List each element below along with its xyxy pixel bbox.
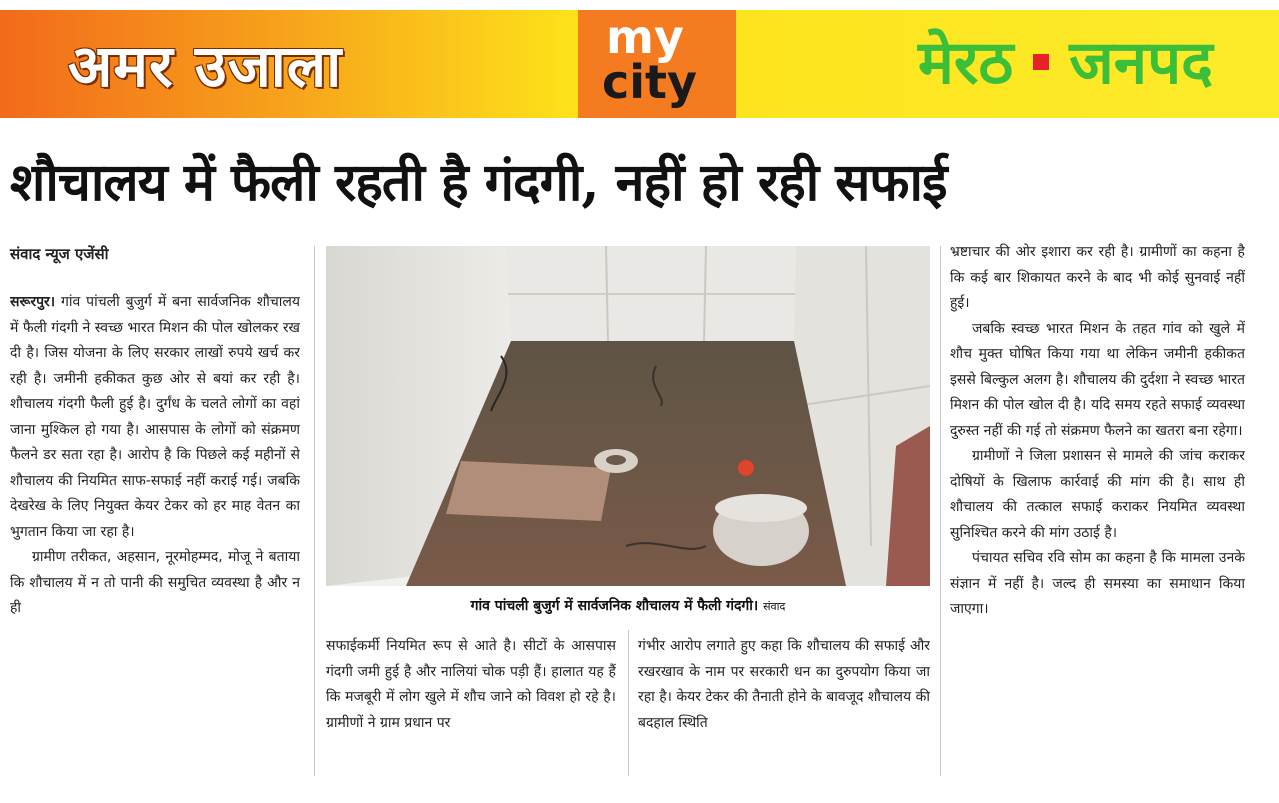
column-rule [628, 630, 629, 776]
mycity-logo [578, 10, 736, 118]
column-4-para-4: पंचायत सचिव रवि सोम का कहना है कि मामला उनके संज्ञान में नहीं है। जल्द ही समस्या का समाधान किया जाएगा। [950, 550, 1245, 617]
paragraph-2: ग्रामीण तरीकत, अहसान, नूरमोहम्मद, मोजू ने बताया कि शौचालय में न तो पानी की समुचित व्यवस्था है और न ही [10, 549, 300, 616]
article-column-1 [10, 290, 300, 770]
dateline: सरूरपुर। [10, 294, 56, 310]
article-column-2 [326, 634, 616, 774]
article-headline: शौचालय में फैली रहती है गंदगी, नहीं हो रही सफाई [10, 152, 947, 213]
article-column-3 [638, 634, 930, 774]
column-4-para-2: जबकि स्वच्छ भारत मिशन के तहत गांव को खुले में शौच मुक्त घोषित किया गया था लेकिन जमीनी हकीकत इससे बिल्कुल अलग है। शौचालय की दुर्दशा ने स्वच्छ भारत मिशन की पोल खोल दी है। यदि समय रहते सफाई व्यवस्था दुरुस्त नहीं की गई तो संक्रमण फैलने का खतरा बना रहेगा। [950, 320, 1245, 439]
column-3-text: गंभीर आरोप लगाते हुए कहा कि शौचालय की सफाई और रखरखाव के नाम पर सरकारी धन का दुरुपयोग किया जा रहा है। केयर टेकर की तैनाती होने के बावजूद शौचालय की बदहाल स्थिति [638, 638, 930, 731]
column-4-para-3: ग्रामीणों ने जिला प्रशासन से मामले की जांच कराकर दोषियों के खिलाफ कार्रवाई की मांग की है। साथ ही शौचालय की तत्काल सफाई कराकर नियमित व्यवस्था सुनिश्चित करने की मांग उठाई है। [950, 448, 1245, 541]
article-photo [326, 246, 930, 586]
caption-source: संवाद [763, 600, 786, 613]
column-4-para-1: भ्रष्टाचार की ओर इशारा कर रही है। ग्रामीणों का कहना है कि कई बार शिकायत करने के बाद भी कोई सुनवाई नहीं हुई। [950, 244, 1245, 311]
mycity-my: my [606, 10, 684, 64]
column-rule [314, 246, 315, 776]
column-rule [940, 246, 941, 776]
photo-caption [326, 596, 930, 615]
byline: संवाद न्यूज एजेंसी [10, 245, 109, 263]
caption-text: गांव पांचली बुजुर्ग में सार्वजनिक शौचालय में फैली गंदगी। [470, 598, 759, 614]
toilet-photo-illustration [326, 246, 930, 586]
article-column-4 [950, 240, 1245, 774]
edition-dot-icon [1033, 54, 1049, 70]
mycity-city: city [602, 55, 698, 109]
paragraph-1 [10, 290, 300, 545]
edition-label [918, 28, 1213, 98]
paragraph-1-text: गांव पांचली बुजुर्ग में बना सार्वजनिक शौचालय में फैली गंदगी ने स्वच्छ भारत मिशन की पोल खोलकर रख दी है। जिस योजना के लिए सरकार लाखों रुपये खर्च कर रही है। जमीनी हकीकत कुछ ओर से बयां कर रही है। शौचालय गंदगी फैली हुई है। दुर्गंध के चलते लोगों का वहां जाना मुश्किल हो गया है। आसपास के लोगों को संक्रमण फैलने डर सता रहा है। आरोप है कि पिछले कई महीनों से शौचालय की नियमित साफ-सफाई नहीं कराई गई। जबकि देखरेख के लिए नियुक्त केयर टेकर को हर माह वेतन का भुगतान किया जा रहा है। [10, 294, 300, 540]
edition-city: मेरठ [918, 28, 1014, 98]
edition-region: जनपद [1069, 28, 1214, 98]
column-2-text: सफाईकर्मी नियमित रूप से आते है। सीटों के आसपास गंदगी जमी हुई है और नालियां चोक पड़ी हैं। हालात यह हैं कि मजबूरी में लोग खुले में शौच जाने को विवश हो रहे है। ग्रामीणों ने ग्राम प्रधान पर [326, 638, 616, 731]
newspaper-logo: अमर उजाला [68, 32, 343, 100]
